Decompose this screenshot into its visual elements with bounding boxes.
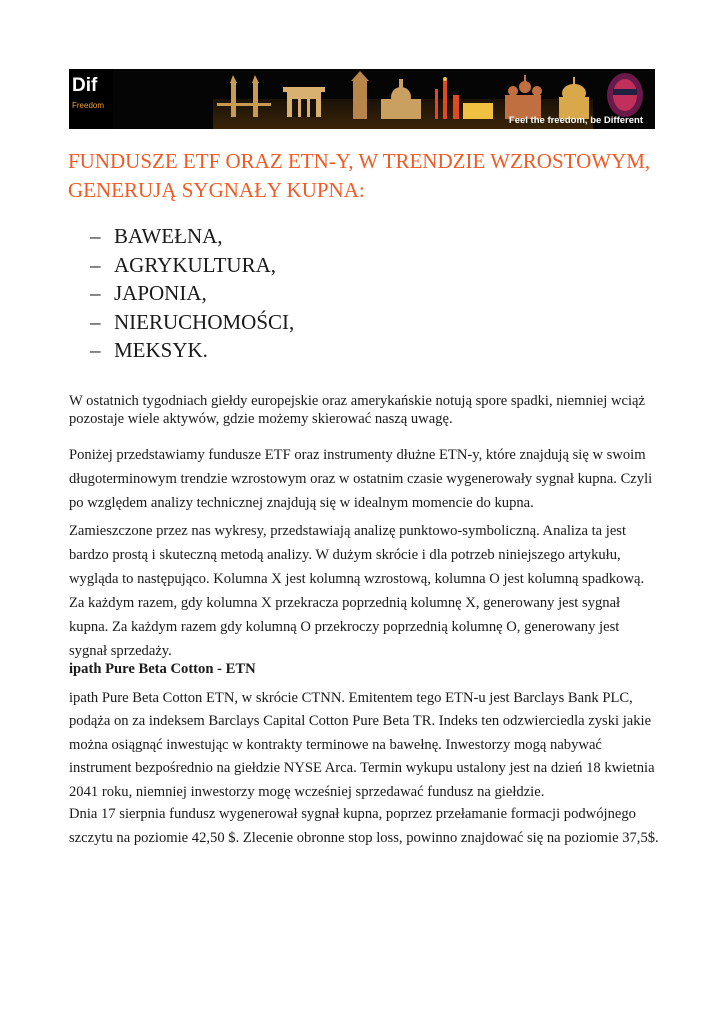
logo-text: Dif [72,75,98,96]
article-title: FUNDUSZE ETF ORAZ ETN-Y, W TRENDZIE WZROSTOWYM, GENERUJĄ SYGNAŁY KUPNA: [68,149,651,202]
list-item-text: JAPONIA, [114,281,207,305]
header-banner [69,69,655,129]
buy-signal-paragraph: Dnia 17 sierpnia fundusz wygenerował sygnał kupna, poprzez przełamanie formacji podwójnego szczytu na poziomie 42,50 $. Zlecenie obronne stop loss, powinno znajdować się na poziomie 37,5$. [69,806,659,846]
analysis-method-paragraph: Zamieszczone przez nas wykresy, przedstawiają analizę punktowo-symboliczną. Analiza ta jest bardzo prostą i skuteczną metodą analizy. W dużym skrócie i dla potrzeb niniejszego artykułu, wygląda to następująco. Kolumna X jest kolumną wzrostową, kolumna O jest kolumną spadkową. Za każdym razem, gdy kolumna X przekracza poprzednią kolumnę X, generowany jest sygnał kupna. Za każdym razem gdy kolumną O przekroczy poprzednią kolumnę O, generowany jest sygnał sprzedaży. [69,523,645,659]
intro-paragraph: W ostatnich tygodniach giełdy europejskie oraz amerykańskie notują spore spadki, niemniej wciąż pozostaje wiele aktywów, gdzie możemy skierować naszą uwagę. [69,393,646,427]
etf-description-paragraph: Poniżej przedstawiamy fundusze ETF oraz instrumenty dłużne ETN-y, które znajdują się w swoim długoterminowym trendzie wzrostowym oraz w ostatnim czasie wygenerowały sygnał kupna. Czyli po względem analizy technicznej znajdują się w idealnym momencie do kupna. [69,447,653,511]
section-heading: ipath Pure Beta Cotton - ETN [69,661,256,677]
list-item-text: NIERUCHOMOŚCI, [114,309,295,334]
banner-tagline: Feel the freedom, be Different [508,115,643,126]
signal-list [90,222,294,365]
list-item-text: BAWEŁNA, [114,224,223,248]
dif-logo[interactable] [69,69,113,129]
logo-subtext: Freedom [72,101,105,110]
list-item: – MEKSYK. [90,338,208,362]
list-item: – BAWEŁNA, [90,224,223,248]
list-item: – AGRYKULTURA, [90,252,276,277]
list-item-text: MEKSYK. [114,338,208,362]
list-item-text: AGRYKULTURA, [114,252,276,277]
list-item: – JAPONIA, [90,281,207,305]
ctnn-description-paragraph: ipath Pure Beta Cotton ETN, w skrócie CTNN. Emitentem tego ETN-u jest Barclays Bank PLC, podąża on za indeksem Barclays Capital Cotton Pure Beta TR. Indeks ten odzwierciedla zyski jakie można osiągnąć inwestując w kontrakty terminowe na bawełnę. Inwestorzy mogą nabywać instrument bezpośrednio na giełdzie NYSE Arca. Termin wykupu ustalony jest na dzień 18 kwietnia 2041 roku, niemniej inwestorzy mogę wcześniej sprzedawać fundusz na giełdzie. [69,690,655,800]
list-item: – NIERUCHOMOŚCI, [90,309,295,334]
